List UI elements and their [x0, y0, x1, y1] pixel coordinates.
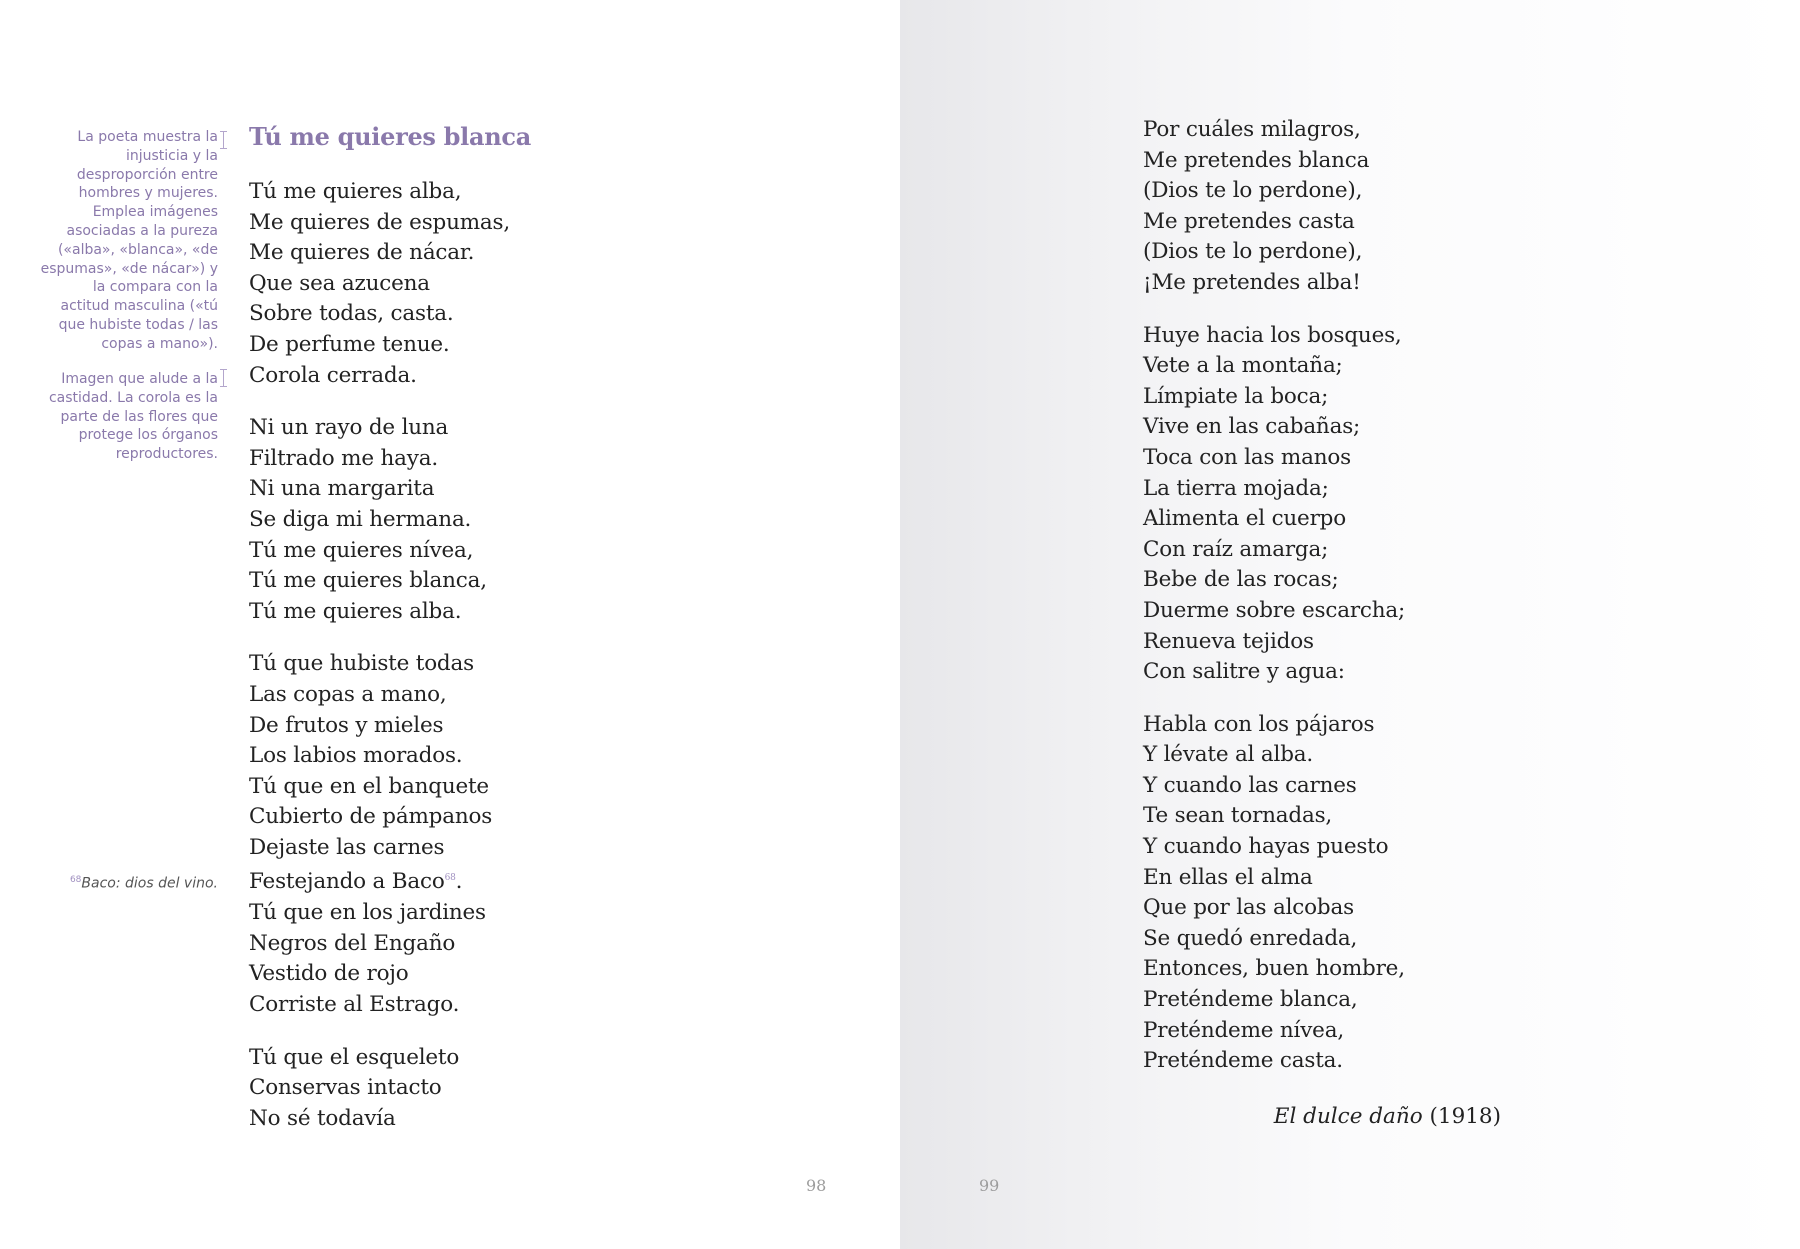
poem-line: Tú que en el banquete	[249, 773, 489, 799]
poem-line: Preténdeme nívea,	[1143, 1017, 1344, 1043]
footnote-text: Baco: dios del vino.	[81, 875, 218, 892]
footnote	[40, 875, 218, 892]
poem-line: Tú me quieres alba,	[249, 179, 462, 204]
poem-line: Duerme sobre escarcha;	[1143, 597, 1406, 623]
poem-line: Me quieres de espumas,	[249, 209, 511, 235]
stanza	[1143, 321, 1405, 688]
poem-line: Tú que el esqueleto	[249, 1044, 460, 1070]
poem-line: Renueva tejidos	[1143, 628, 1314, 654]
poem-title: Tú me quieres blanca	[249, 122, 531, 151]
poem-line: Con raíz amarga;	[1143, 536, 1329, 562]
poem-line: Tú me quieres alba.	[249, 598, 462, 624]
poem-line: Tú que en los jardines	[249, 900, 486, 926]
poem-line: Preténdeme casta.	[1143, 1048, 1343, 1074]
poem-line: Que sea azucena	[249, 270, 430, 296]
poem-line: Límpiate la boca;	[1143, 383, 1329, 409]
poem-line: ¡Me pretendes alba!	[1143, 269, 1361, 295]
poem-line: Toca con las manos	[1143, 444, 1351, 470]
poem-right	[1143, 115, 1405, 1099]
poem-line: Me quieres de nácar.	[249, 240, 475, 266]
poem-line: Por cuáles milagros,	[1143, 117, 1361, 142]
poem-left	[249, 177, 510, 1156]
poem-line: (Dios te lo perdone),	[1143, 178, 1363, 204]
poem-line: Ni una margarita	[249, 476, 435, 502]
poem-line: Las copas a mano,	[249, 681, 447, 707]
poem-line: Vive en las cabañas;	[1143, 414, 1361, 440]
poem-line: Huye hacia los bosques,	[1143, 322, 1402, 348]
poem-line: Dejaste las carnes	[249, 834, 445, 860]
poem-line: Te sean tornadas,	[1143, 803, 1333, 829]
stanza	[249, 649, 510, 1020]
page-number: 98	[806, 1176, 827, 1195]
poem-line: Con salitre y agua:	[1143, 659, 1345, 685]
footnote-ref: 68	[444, 873, 456, 884]
margin-note-pureza: La poeta muestra la injusticia y la desproporción entre hombres y mujeres. Emplea imágenes asociadas a la pureza («alba», «blanca», «de espumas», «de nácar») y la compara con la actitud masculina («tú que hubiste todas / las copas a mano»).	[40, 129, 218, 352]
poem-line: En ellas el alma	[1143, 864, 1313, 890]
poem-line: Sobre todas, casta.	[249, 301, 454, 327]
poem-line: Filtrado me haya.	[249, 445, 438, 471]
page-number: 99	[979, 1176, 1000, 1195]
stanza	[249, 1043, 510, 1135]
stanza	[249, 413, 510, 627]
poem-line: Tú me quieres nívea,	[249, 537, 474, 563]
source-year: (1918)	[1429, 1104, 1501, 1129]
poem-line: De frutos y mieles	[249, 712, 444, 738]
poem-line: Cubierto de pámpanos	[249, 804, 493, 830]
note-marker	[223, 131, 226, 149]
poem-line: Entonces, buen hombre,	[1143, 956, 1405, 982]
poem-line: Vestido de rojo	[249, 961, 409, 987]
poem-line: Y cuando las carnes	[1143, 772, 1357, 798]
poem-line: Que por las alcobas	[1143, 895, 1354, 921]
poem-line: Se diga mi hermana.	[249, 506, 472, 532]
poem-line: Alimenta el cuerpo	[1143, 506, 1346, 532]
poem-line: Negros del Engaño	[249, 930, 456, 956]
poem-line-punctuation: .	[455, 869, 463, 895]
stanza	[1143, 115, 1405, 299]
right-page	[900, 0, 1800, 1249]
poem-line: Bebe de las rocas;	[1143, 567, 1339, 593]
poem-line: Me pretendes blanca	[1143, 147, 1370, 173]
stanza	[249, 177, 510, 391]
poem-line: Me pretendes casta	[1143, 208, 1355, 234]
poem-line: Tú me quieres blanca,	[249, 568, 487, 594]
poem-line: Vete a la montaña;	[1143, 353, 1343, 379]
poem-line: Se quedó enredada,	[1143, 925, 1358, 951]
poem-line: Preténdeme blanca,	[1143, 987, 1358, 1013]
stanza	[1143, 710, 1405, 1077]
poem-line: Corriste al Estrago.	[249, 992, 460, 1017]
source-book: El dulce daño	[1273, 1104, 1423, 1129]
poem-line: No sé todavía	[249, 1105, 396, 1131]
poem-line: Conservas intacto	[249, 1075, 442, 1101]
poem-line: Los labios morados.	[249, 743, 463, 769]
source-citation	[1274, 1104, 1501, 1129]
note-marker	[223, 369, 226, 387]
poem-line: Corola cerrada.	[249, 362, 417, 388]
poem-line-with-footnote	[249, 863, 510, 898]
footnote-number: 68	[69, 875, 82, 885]
poem-line: (Dios te lo perdone),	[1143, 239, 1363, 265]
poem-line: Y lévate al alba.	[1143, 742, 1314, 768]
poem-line: Ni un rayo de luna	[249, 415, 449, 441]
poem-line-text: Festejando a Baco	[249, 869, 445, 895]
poem-line: Y cuando hayas puesto	[1143, 834, 1389, 860]
margin-note-corola: Imagen que alude a la castidad. La corola es la parte de las flores que protege los órganos reproductores.	[48, 371, 218, 463]
poem-line: De perfume tenue.	[249, 331, 450, 357]
poem-line: La tierra mojada;	[1143, 475, 1329, 501]
poem-line: Tú que hubiste todas	[249, 651, 474, 677]
poem-line: Habla con los pájaros	[1143, 711, 1375, 737]
